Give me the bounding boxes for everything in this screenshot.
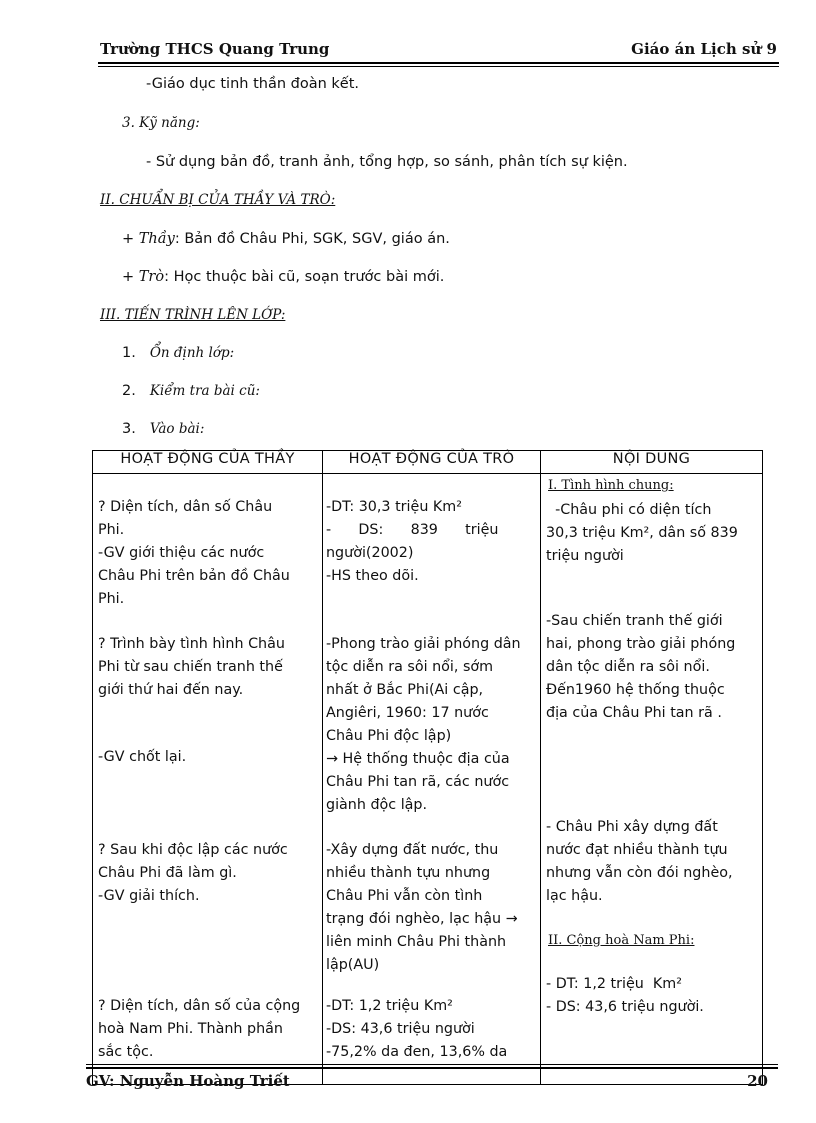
col-header-content: NỘI DUNG — [541, 451, 763, 474]
student-block-3: -Xây dựng đất nước, thu nhiều thành tựu nhưng Châu Phi vẫn còn tình trạng đói nghèo, lạc hậu → liên minh Châu Phi thành lập(AU) — [326, 842, 518, 973]
header-rule — [98, 62, 779, 64]
subject-title: Giáo án Lịch sử 9 — [631, 40, 777, 58]
teacher-block-5: ? Diện tích, dân số của cộng hoà Nam Phi. Thành phần sắc tộc. — [98, 998, 301, 1060]
student-block-2: -Phong trào giải phóng dân tộc diễn ra sôi nổi, sớm nhất ở Bắc Phi(Ai cập, Angiêri, 1960: 17 nước Châu Phi độc lập) → Hệ thống thuộc địa của Châu Phi tan rã, các nước giành độc lập. — [326, 636, 521, 813]
skills-text: - Sử dụng bản đồ, tranh ảnh, tổng hợp, so sánh, phân tích sự kiện. — [146, 154, 628, 170]
intro-line-education: -Giáo dục tinh thần đoàn kết. — [146, 76, 360, 92]
content-heading-1: I. Tình hình chung: — [548, 478, 674, 493]
student-block-1: -DT: 30,3 triệu Km² - DS: 839 triệu người(2002) -HS theo dõi. — [326, 499, 499, 584]
section-iii-heading: III. TIẾN TRÌNH LÊN LỚP: — [100, 307, 286, 323]
page-header — [100, 40, 777, 62]
school-name: Trường THCS Quang Trung — [100, 40, 330, 58]
step-2: 2. Kiểm tra bài cũ: — [122, 383, 260, 399]
content-block-2: -Sau chiến tranh thế giới hai, phong trào giải phóng dân tộc diễn ra sôi nổi. Đến1960 hệ thống thuộc địa của Châu Phi tan rã . — [546, 613, 736, 721]
table-header-row — [93, 451, 763, 474]
student-block-4: -DT: 1,2 triệu Km² -DS: 43,6 triệu người -75,2% da đen, 13,6% da — [326, 998, 508, 1060]
skills-heading: 3. Kỹ năng: — [122, 115, 200, 131]
teacher-block-4: ? Sau khi độc lập các nước Châu Phi đã làm gì. -GV giải thích. — [98, 842, 288, 904]
content-block-4: - DT: 1,2 triệu Km² - DS: 43,6 triệu người. — [546, 976, 704, 1015]
content-block-3: - Châu Phi xây dựng đất nước đạt nhiều thành tựu nhưng vẫn còn đói nghèo, lạc hậu. — [546, 819, 733, 904]
teacher-block-2: ? Trình bày tình hình Châu Phi từ sau chiến tranh thế giới thứ hai đến nay. — [98, 636, 285, 698]
footer-rule — [86, 1067, 778, 1069]
teacher-block-1: ? Diện tích, dân số Châu Phi. -GV giới thiệu các nước Châu Phi trên bản đồ Châu Phi. — [98, 499, 290, 607]
content-block-1: -Châu phi có diện tích 30,3 triệu Km², dân số 839 triệu người — [546, 502, 738, 564]
section-ii-heading: II. CHUẨN BỊ CỦA THẦY VÀ TRÒ: — [100, 192, 336, 208]
student-label: Trò — [138, 269, 165, 285]
col-header-student: HOẠT ĐỘNG CỦA TRÒ — [323, 451, 541, 474]
step-1: 1. Ổn định lớp: — [122, 345, 235, 361]
page-footer — [86, 1072, 778, 1094]
page-number: 20 — [747, 1072, 768, 1090]
student-prep: + Trò: Học thuộc bài cũ, soạn trước bài mới. — [122, 269, 445, 285]
teacher-block-3: -GV chốt lại. — [98, 749, 187, 765]
step-3: 3. Vào bài: — [122, 421, 205, 437]
teacher-name: GV: Nguyễn Hoàng Triết — [86, 1072, 290, 1090]
col-header-teacher: HOẠT ĐỘNG CỦA THẦY — [93, 451, 323, 474]
teacher-prep: + Thầy: Bản đồ Châu Phi, SGK, SGV, giáo án. — [122, 231, 450, 247]
content-heading-2: II. Cộng hoà Nam Phi: — [548, 933, 695, 948]
footer-rule-thin — [86, 1064, 778, 1065]
header-rule-thin — [98, 66, 779, 67]
teacher-label: Thầy — [138, 231, 175, 247]
